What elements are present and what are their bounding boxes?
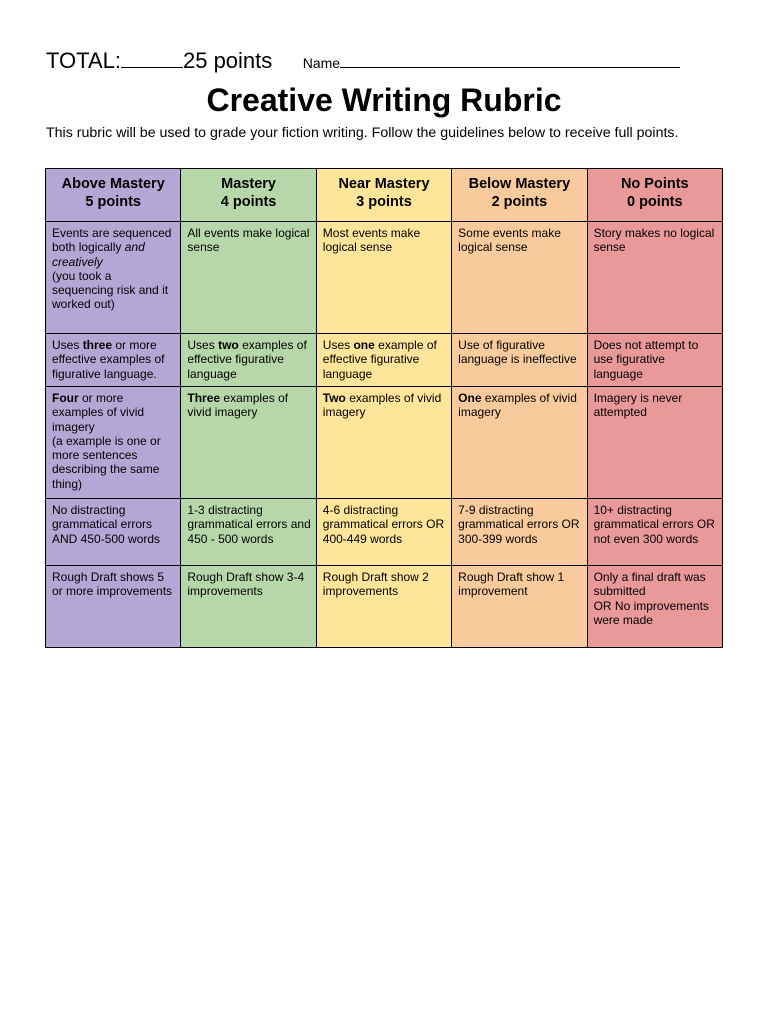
column-points: 5 points (85, 194, 141, 210)
table-cell: Rough Draft show 2 improvements (316, 566, 451, 648)
table-cell: Some events make logical sense (452, 222, 587, 334)
name-blank[interactable] (340, 53, 680, 68)
total-points: 25 points (182, 48, 273, 73)
column-points: 4 points (220, 194, 277, 210)
rubric-table (45, 168, 723, 648)
table-cell: 10+ distracting grammatical errors OR not even 300 words (587, 499, 722, 566)
table-cell: 4-6 distracting grammatical errors OR 400-449 words (316, 499, 451, 566)
table-cell: All events make logical sense (181, 222, 316, 334)
name-label: Name (302, 55, 341, 71)
table-cell: Use of figurative language is ineffective (452, 334, 587, 387)
column-points: 0 points (626, 194, 683, 210)
table-cell: Story makes no logical sense (587, 222, 722, 334)
table-cell: 1-3 distracting grammatical errors and 450 - 500 words (181, 499, 316, 566)
table-row-imagery (46, 387, 723, 499)
column-header-mastery (181, 169, 316, 222)
page-title: Creative Writing Rubric (206, 82, 562, 118)
column-header-below-mastery (452, 169, 587, 222)
column-name: Near Mastery (338, 176, 430, 192)
table-cell: Imagery is never attempted (587, 387, 722, 499)
table-cell: Events are sequenced both logically and creatively (you took a sequencing risk and it worked out) (46, 222, 181, 334)
table-cell: Uses one example of effective figurative language (316, 334, 451, 387)
table-cell: Rough Draft show 1 improvement (452, 566, 587, 648)
table-cell: Two examples of vivid imagery (316, 387, 451, 499)
table-cell: Rough Draft show 3-4 improvements (181, 566, 316, 648)
table-cell: Uses three or more effective examples of figurative language. (46, 334, 181, 387)
table-cell: Does not attempt to use figurative language (587, 334, 722, 387)
table-cell: No distracting grammatical errors AND 450-500 words (46, 499, 181, 566)
column-points: 2 points (491, 194, 548, 210)
header-line (46, 48, 726, 76)
column-name: Mastery (221, 176, 276, 192)
column-name: Above Mastery (61, 176, 165, 192)
total-label: TOTAL: (46, 48, 121, 73)
header-row (46, 169, 723, 222)
column-header-no-points (587, 169, 722, 222)
table-row-grammar (46, 499, 723, 566)
total-score-blank[interactable] (121, 49, 183, 68)
column-name: Below Mastery (468, 176, 571, 192)
table-cell: Only a final draft was submitted OR No improvements were made (587, 566, 722, 648)
column-points: 3 points (356, 194, 412, 210)
table-cell: 7-9 distracting grammatical errors OR 300-399 words (452, 499, 587, 566)
column-header-near-mastery (316, 169, 451, 222)
table-cell: Rough Draft shows 5 or more improvements (46, 566, 181, 648)
table-cell: Uses two examples of effective figurative language (181, 334, 316, 387)
intro-text: This rubric will be used to grade your fiction writing. Follow the guidelines below to receive full points. (46, 125, 679, 141)
table-cell: Three examples of vivid imagery (181, 387, 316, 499)
table-row-sequencing (46, 222, 723, 334)
column-name: No Points (620, 176, 689, 192)
table-cell: Most events make logical sense (316, 222, 451, 334)
table-cell: One examples of vivid imagery (452, 387, 587, 499)
table-row-figurative-language (46, 334, 723, 387)
table-row-rough-draft (46, 566, 723, 648)
column-header-above-mastery (46, 169, 181, 222)
table-cell: Four or more examples of vivid imagery (a example is one or more sentences describing the same thing) (46, 387, 181, 499)
